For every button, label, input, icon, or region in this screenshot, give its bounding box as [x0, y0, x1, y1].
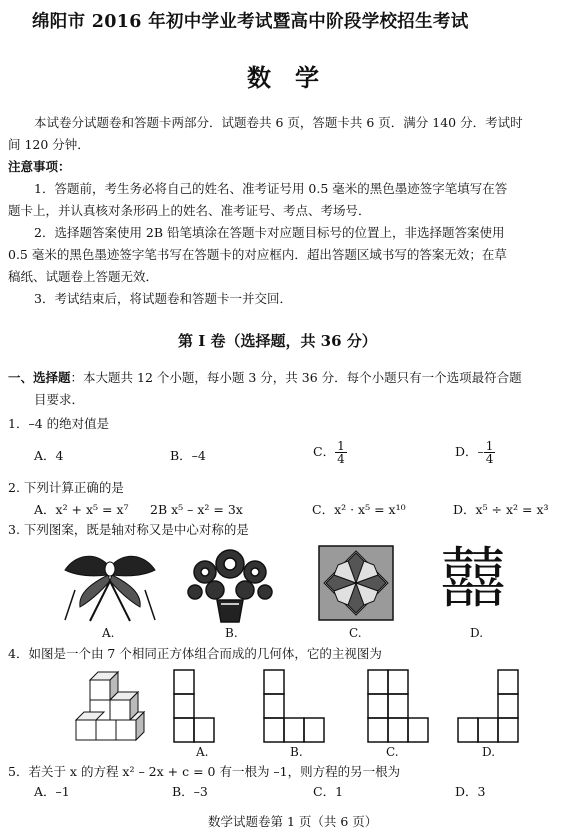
q4-view-d [456, 668, 520, 744]
q3-option-b: B. [225, 626, 238, 640]
fraction-numerator: 1 [337, 439, 345, 453]
q2-option-d: D．x⁵ ÷ x² = x³ [453, 502, 549, 517]
q4-option-c: C. [386, 745, 399, 759]
fraction-numerator: 1 [485, 439, 494, 453]
page-footer: 数学试题卷第 1 页（共 6 页） [208, 814, 378, 829]
q2-option-c: C．x² · x⁵ = x¹⁰ [312, 502, 406, 517]
note-line: 稿纸、试题卷上答题无效． [8, 269, 159, 284]
q4-view-a [172, 668, 232, 744]
q2-option-a: A．x² + x⁵ = x⁷ [34, 502, 129, 517]
intro-line-1: 本试卷分试题卷和答题卡两部分．试题卷共 6 页，答题卡共 6 页．满分 140 分．考试时 [34, 115, 523, 130]
q1-option-d-fraction [484, 440, 496, 465]
section-intro-line-2: 目要求． [34, 392, 85, 407]
q1-stem: 1．–4 的绝对值是 [8, 416, 110, 431]
note-line: 3．考试结束后，将试题卷和答题卡一并交回． [34, 291, 292, 306]
section-intro-line-1 [8, 370, 522, 386]
q3-figure-d: 囍 [440, 540, 506, 617]
q2-option-b: 2B x⁵ – x² = 3x [150, 502, 243, 517]
q3-figure-b [185, 542, 275, 624]
q4-stem: 4．如图是一个由 7 个相同正方体组合而成的几何体，它的主视图为 [8, 646, 382, 661]
q5-stem: 5．若关于 x 的方程 x² – 2x + c = 0 有一根为 –1，则方程的另一根为 [8, 764, 401, 779]
q1-option-c-label: C． [313, 444, 336, 459]
q4-option-d: D. [482, 745, 496, 759]
notes-heading: 注意事项： [8, 159, 71, 174]
section-text: ：本大题共 12 个小题，每小题 3 分，共 36 分．每个小题只有一个选项最符合题 [70, 370, 522, 385]
q2-stem: 2. 下列计算正确的是 [8, 480, 124, 495]
q5-option-a: A．–1 [34, 784, 70, 799]
q3-option-c: C. [349, 626, 362, 640]
volume-title: 第 I 卷（选择题，共 36 分） [178, 332, 377, 350]
note-line: 题卡上，并认真核对条形码上的姓名、准考证号、考点、考场号． [8, 203, 371, 218]
q1-option-d-label: D．– [455, 444, 484, 459]
q3-figure-c [318, 545, 394, 621]
q1-option-c [313, 440, 347, 465]
q3-figure-a [60, 545, 160, 625]
q4-option-a: A. [196, 745, 209, 759]
q3-option-a: A. [102, 626, 115, 640]
q1-option-b: B．–4 [170, 448, 206, 463]
subject-title: 数学 [247, 63, 343, 92]
q1-option-c-fraction [335, 440, 347, 465]
q1-option-a: A．4 [34, 448, 64, 463]
section-heading: 一、选择题 [8, 370, 71, 385]
fraction-denominator: 4 [337, 452, 345, 466]
q1-option-d [455, 440, 495, 465]
q4-view-b [262, 668, 326, 744]
q4-option-b: B. [290, 745, 303, 759]
q4-cube-figure [70, 666, 162, 748]
q5-option-c: C．1 [313, 784, 344, 799]
intro-line-2: 间 120 分钟． [8, 137, 90, 152]
q3-stem: 3. 下列图案，既是轴对称又是中心对称的是 [8, 522, 249, 537]
q5-option-d: D．3 [455, 784, 486, 799]
note-line: 2．选择题答案使用 2B 铅笔填涂在答题卡对应题目标号的位置上，非选择题答案使用 [34, 225, 505, 240]
exam-title: 绵阳市 2016 年初中学业考试暨高中阶段学校招生考试 [32, 12, 469, 32]
q3-option-d: D. [470, 626, 484, 640]
fraction-denominator: 4 [485, 452, 494, 466]
note-line: 0.5 毫米的黑色墨迹签字笔书写在答题卡的对应框内．超出答题区域书写的答案无效；在草 [8, 247, 507, 262]
q4-view-c [366, 668, 430, 744]
q5-option-b: B．–3 [172, 784, 208, 799]
note-line: 1．答题前，考生务必将自己的姓名、准考证号用 0.5 毫米的黑色墨迹签字笔填写在答 [34, 181, 508, 196]
